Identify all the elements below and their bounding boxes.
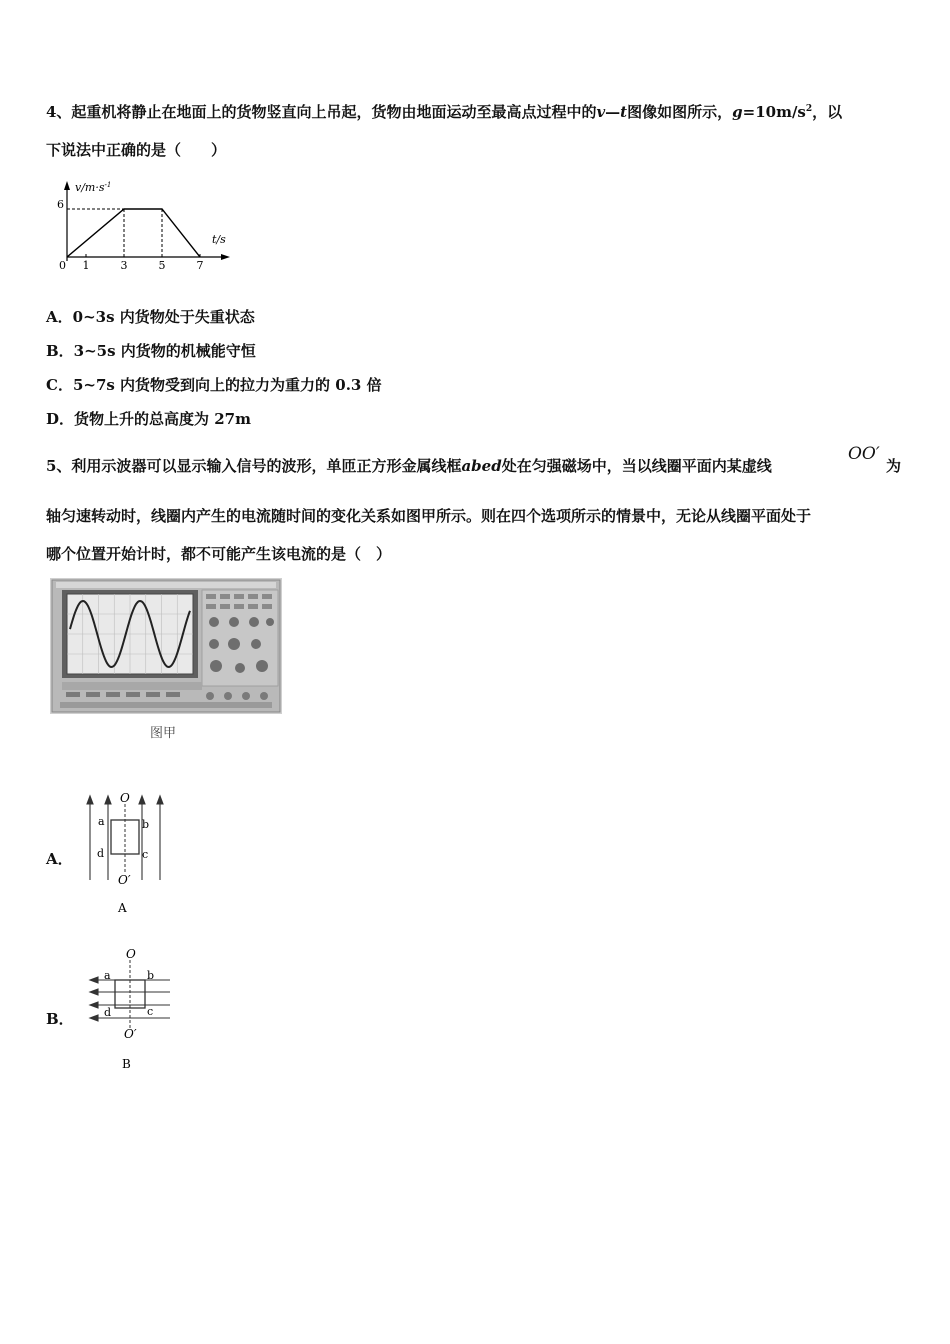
label-c: c (142, 848, 149, 861)
q5-stem-text: 5、利用示波器可以显示输入信号的波形，单匝正方形金属线框 (46, 457, 462, 475)
y-axis-arrow (64, 181, 70, 190)
label-o: O (126, 947, 136, 961)
oscilloscope-image (50, 578, 282, 714)
diagram-a (84, 790, 174, 920)
q4-stem-text-3: ，以 (812, 103, 843, 121)
q5-option-a-label[interactable]: A． (46, 850, 73, 868)
x-tick-5: 5 (158, 259, 166, 272)
q5-stem-line1 (46, 455, 772, 476)
label-b: b (147, 969, 155, 982)
label-o: O (120, 791, 130, 805)
q5-var-abed: abed (461, 457, 502, 475)
q4-option-c[interactable]: C．5~7s 内货物受到向上的拉力为重力的 0.3 倍 (46, 376, 382, 394)
q4-stem-text-2: 图像如图所示， (627, 103, 733, 121)
label-b: b (142, 818, 150, 831)
label-c: c (147, 1005, 154, 1018)
q4-stem-line1 (46, 101, 842, 122)
scope-caption: 图甲 (150, 726, 177, 741)
q4-g-sup: 2 (805, 104, 813, 114)
q4-stem-text: 4、起重机将静止在地面上的货物竖直向上吊起，货物由地面运动至最高点过程中的 (46, 103, 597, 121)
label-a: a (98, 815, 105, 828)
q4-option-d[interactable]: D．货物上升的总高度为 27m (46, 410, 251, 428)
q4-var-v: v (596, 103, 606, 121)
q4-dash: — (605, 103, 621, 121)
coil-frame (115, 980, 145, 1008)
q4-stem-line2: 下说法中正确的是（ ） (46, 141, 227, 159)
x-tick-7: 7 (196, 259, 204, 272)
q4-var-g: g (732, 103, 743, 121)
q5-stem-wei: 为 (886, 457, 902, 475)
label-d: d (97, 847, 105, 860)
q4-g-value: =10m/s (742, 103, 806, 121)
q5-option-b-label[interactable]: B． (46, 1010, 74, 1028)
q5-stem-text-2: 处在匀强磁场中，当以线圈平面内某虚线 (501, 457, 772, 475)
q4-option-a[interactable]: A．0~3s 内货物处于失重状态 (46, 308, 255, 326)
q5-axis-oo: OO′ (848, 444, 880, 464)
q4-option-b[interactable]: B．3~5s 内货物的机械能守恒 (46, 342, 256, 360)
label-d: d (104, 1006, 112, 1019)
label-o-prime: O′ (118, 873, 131, 887)
caption-a: A (118, 901, 127, 915)
x-tick-3: 3 (120, 259, 128, 272)
y-axis-label: $v/m\cdot s^{-1}$ (75, 181, 112, 194)
q5-stem-line2: 轴匀速转动时，线圈内产生的电流随时间的变化关系如图甲所示。则在四个选项所示的情景中，无论从线圈平面处于 (46, 507, 812, 525)
label-a: a (104, 969, 111, 982)
vt-graph (48, 175, 238, 275)
x-axis-label: t/s (212, 233, 226, 246)
q5-stem-line3: 哪个位置开始计时，都不可能产生该电流的是（ ） (46, 545, 392, 563)
label-o-prime: O′ (124, 1027, 137, 1041)
x-tick-0: 0 (59, 259, 66, 272)
x-axis-arrow (221, 254, 230, 260)
y-tick-6: 6 (57, 198, 64, 211)
caption-b: B (122, 1057, 131, 1071)
q4-var-t: t (620, 103, 628, 121)
x-tick-1: 1 (82, 259, 90, 272)
velocity-line (67, 209, 200, 257)
diagram-b (86, 944, 186, 1074)
